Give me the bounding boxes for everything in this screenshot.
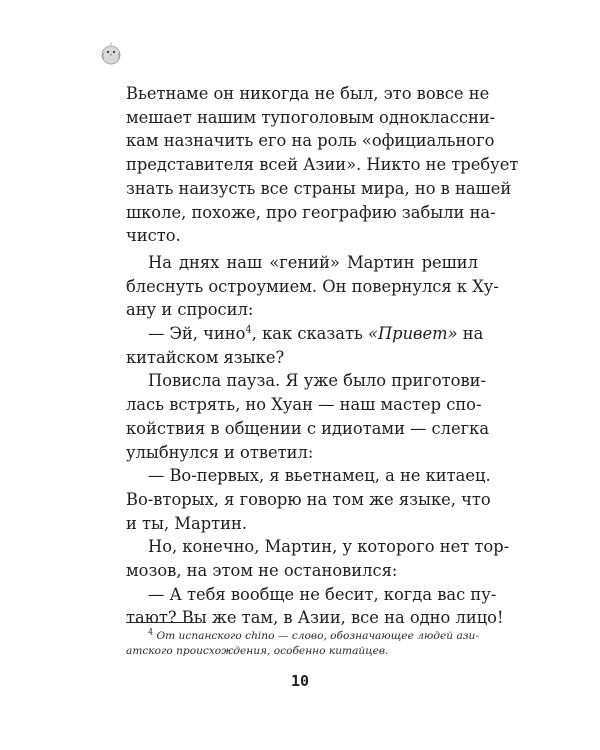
page-number: 10: [290, 672, 310, 690]
footnote-line: атского происхождения, особенно китайцев.: [126, 645, 389, 657]
text-line: блеснуть остроумием. Он повернулся к Ху-: [126, 276, 499, 296]
text-line: Но, конечно, Мартин, у которого нет тор-: [148, 537, 510, 557]
body-text: [126, 82, 519, 630]
text-line: школе, похоже, про географию забыли на-: [126, 202, 496, 222]
text-line: улыбнулся и ответил:: [126, 442, 314, 462]
text-line: На днях наш «гений» Мартин решил: [148, 252, 478, 272]
footnote: [126, 629, 478, 659]
text-line: представителя всей Азии». Никто не требует: [126, 155, 519, 175]
emphasis-text: «Привет»: [367, 324, 458, 344]
text-line: Во-вторых, я говорю на том же языке, что: [126, 489, 491, 509]
text-line: койствия в общении с идиотами — слегка: [126, 418, 490, 438]
text-line: Вьетнаме он никогда не был, это вовсе не: [126, 84, 490, 103]
footnote-line: $^4$ От испанского chino — слово, обозначающее людей ази-: [148, 627, 479, 642]
text-line: китайском языке?: [126, 347, 285, 367]
text-line-dialogue: — Эй, чино$^4$, как сказать «Привет» на: [148, 324, 484, 344]
text-line: лась встрять, но Хуан — наш мастер спо-: [126, 395, 482, 415]
text-line: Повисла пауза. Я уже было приготови-: [148, 371, 486, 391]
text-line: чисто.: [126, 226, 181, 246]
text-line: мозов, на этом не остановился:: [126, 561, 398, 581]
bird-icon: [98, 40, 124, 66]
text-line: кам назначить его на роль «официального: [126, 131, 495, 151]
text-line: — Во-первых, я вьетнамец, а не китаец.: [148, 466, 491, 486]
footnote-mark: 4: [148, 627, 154, 637]
text-line: — А тебя вообще не бесит, когда вас пу-: [148, 584, 497, 604]
text-line: мешает нашим тупоголовым одноклассни-: [126, 107, 496, 127]
text-line: знать наизусть все страны мира, но в нашей: [126, 178, 512, 198]
footnote-reference[interactable]: 4: [245, 324, 252, 336]
footnote-divider: [126, 622, 194, 623]
text-line: ану и спросил:: [126, 300, 254, 320]
text-line: и ты, Мартин.: [126, 513, 248, 533]
text-line: тают? Вы же там, в Азии, все на одно лицо!: [126, 608, 504, 628]
